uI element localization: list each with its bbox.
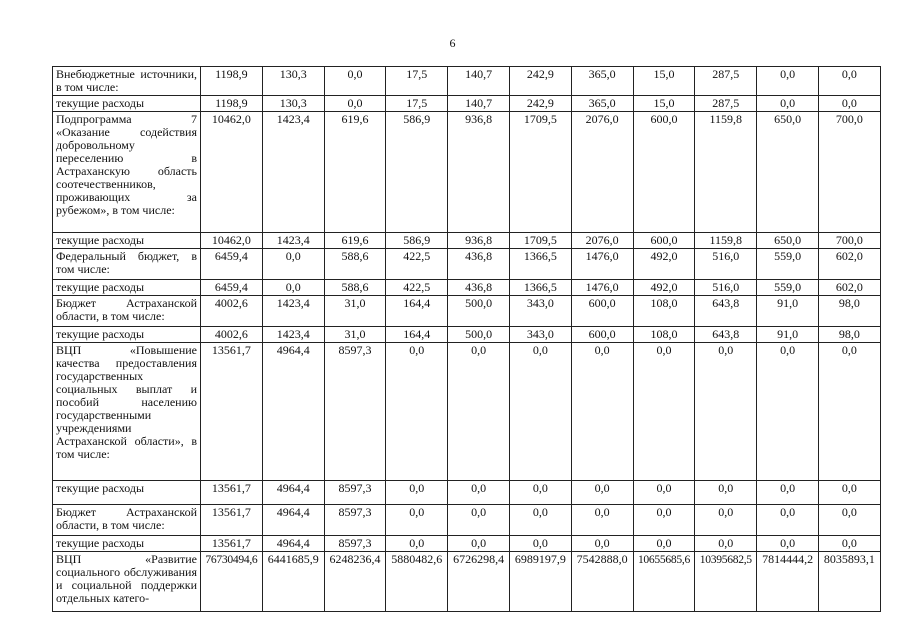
value-cell: 10462,0 — [201, 112, 263, 233]
value-cell: 8597,3 — [324, 505, 386, 536]
value-cell: 0,0 — [386, 505, 448, 536]
value-cell: 436,8 — [448, 280, 510, 296]
value-cell: 643,8 — [695, 296, 757, 327]
value-cell: 0,0 — [324, 96, 386, 112]
value-cell: 10462,0 — [201, 233, 263, 249]
value-cell: 1366,5 — [509, 249, 571, 280]
value-cell: 6441685,9 — [262, 552, 324, 612]
value-cell: 936,8 — [448, 233, 510, 249]
value-cell: 0,0 — [448, 481, 510, 505]
value-cell: 643,8 — [695, 327, 757, 343]
value-cell: 1423,4 — [262, 233, 324, 249]
table-row — [53, 536, 881, 552]
value-cell: 8035893,1 — [818, 552, 880, 612]
row-label: Федеральный бюджет, в том числе: — [53, 249, 201, 280]
value-cell: 1159,8 — [695, 112, 757, 233]
value-cell: 500,0 — [448, 327, 510, 343]
value-cell: 0,0 — [757, 481, 819, 505]
value-cell: 1476,0 — [571, 249, 633, 280]
value-cell: 140,7 — [448, 67, 510, 96]
value-cell: 1709,5 — [509, 233, 571, 249]
value-cell: 287,5 — [695, 96, 757, 112]
row-label: текущие расходы — [53, 536, 201, 552]
row-label: текущие расходы — [53, 481, 201, 505]
value-cell: 5880482,6 — [386, 552, 448, 612]
value-cell: 936,8 — [448, 112, 510, 233]
row-label: ВЦП «Развитие социального обслуживания и социальной поддержки отдельных катего- — [53, 552, 201, 612]
table-row — [53, 233, 881, 249]
value-cell: 0,0 — [324, 67, 386, 96]
value-cell: 0,0 — [633, 343, 695, 481]
value-cell: 422,5 — [386, 280, 448, 296]
value-cell: 365,0 — [571, 96, 633, 112]
value-cell: 108,0 — [633, 327, 695, 343]
value-cell: 13561,7 — [201, 481, 263, 505]
value-cell: 559,0 — [757, 249, 819, 280]
row-label: текущие расходы — [53, 327, 201, 343]
value-cell: 0,0 — [509, 481, 571, 505]
value-cell: 8597,3 — [324, 481, 386, 505]
value-cell: 0,0 — [448, 343, 510, 481]
value-cell: 0,0 — [633, 536, 695, 552]
table-row — [53, 96, 881, 112]
value-cell: 7542888,0 — [571, 552, 633, 612]
value-cell: 4964,4 — [262, 536, 324, 552]
value-cell: 650,0 — [757, 233, 819, 249]
value-cell: 17,5 — [386, 67, 448, 96]
value-cell: 10395682,5 — [695, 552, 757, 612]
table-row — [53, 296, 881, 327]
value-cell: 1423,4 — [262, 112, 324, 233]
value-cell: 516,0 — [695, 280, 757, 296]
table-row — [53, 249, 881, 280]
value-cell: 0,0 — [757, 343, 819, 481]
value-cell: 98,0 — [818, 296, 880, 327]
value-cell: 0,0 — [509, 536, 571, 552]
value-cell: 287,5 — [695, 67, 757, 96]
value-cell: 6459,4 — [201, 280, 263, 296]
row-label: текущие расходы — [53, 96, 201, 112]
value-cell: 0,0 — [695, 536, 757, 552]
value-cell: 0,0 — [818, 96, 880, 112]
value-cell: 0,0 — [386, 343, 448, 481]
value-cell: 6726298,4 — [448, 552, 510, 612]
value-cell: 4964,4 — [262, 481, 324, 505]
value-cell: 1423,4 — [262, 327, 324, 343]
value-cell: 600,0 — [571, 296, 633, 327]
value-cell: 619,6 — [324, 233, 386, 249]
value-cell: 6248236,4 — [324, 552, 386, 612]
value-cell: 15,0 — [633, 96, 695, 112]
value-cell: 91,0 — [757, 327, 819, 343]
value-cell: 15,0 — [633, 67, 695, 96]
value-cell: 4002,6 — [201, 327, 263, 343]
value-cell: 31,0 — [324, 327, 386, 343]
value-cell: 600,0 — [571, 327, 633, 343]
value-cell: 0,0 — [695, 481, 757, 505]
row-label: текущие расходы — [53, 233, 201, 249]
row-label: Внебюджетные источники, в том числе: — [53, 67, 201, 96]
value-cell: 242,9 — [509, 96, 571, 112]
value-cell: 0,0 — [757, 67, 819, 96]
table-row — [53, 343, 881, 481]
value-cell: 700,0 — [818, 233, 880, 249]
value-cell: 0,0 — [818, 536, 880, 552]
value-cell: 700,0 — [818, 112, 880, 233]
table-row — [53, 505, 881, 536]
value-cell: 1198,9 — [201, 96, 263, 112]
row-label: Бюджет Астраханской области, в том числе: — [53, 296, 201, 327]
table-row — [53, 552, 881, 612]
value-cell: 0,0 — [695, 505, 757, 536]
value-cell: 516,0 — [695, 249, 757, 280]
value-cell: 1476,0 — [571, 280, 633, 296]
value-cell: 4002,6 — [201, 296, 263, 327]
value-cell: 602,0 — [818, 280, 880, 296]
value-cell: 1159,8 — [695, 233, 757, 249]
value-cell: 0,0 — [448, 536, 510, 552]
value-cell: 0,0 — [571, 343, 633, 481]
value-cell: 365,0 — [571, 67, 633, 96]
value-cell: 164,4 — [386, 296, 448, 327]
value-cell: 422,5 — [386, 249, 448, 280]
value-cell: 8597,3 — [324, 536, 386, 552]
page-number: 6 — [449, 36, 456, 50]
value-cell: 0,0 — [262, 249, 324, 280]
value-cell: 0,0 — [262, 280, 324, 296]
value-cell: 164,4 — [386, 327, 448, 343]
value-cell: 98,0 — [818, 327, 880, 343]
value-cell: 76730494,6 — [201, 552, 263, 612]
value-cell: 1423,4 — [262, 296, 324, 327]
table-row — [53, 327, 881, 343]
value-cell: 0,0 — [509, 505, 571, 536]
value-cell: 0,0 — [818, 67, 880, 96]
value-cell: 0,0 — [818, 505, 880, 536]
value-cell: 4964,4 — [262, 343, 324, 481]
value-cell: 1198,9 — [201, 67, 263, 96]
value-cell: 13561,7 — [201, 343, 263, 481]
value-cell: 600,0 — [633, 233, 695, 249]
value-cell: 1709,5 — [509, 112, 571, 233]
row-label: ВЦП «Повышение качества предоставления государственных социальных выплат и пособий населению государственными учреждениями Астраханской области», в том числе: — [53, 343, 201, 481]
value-cell: 0,0 — [633, 505, 695, 536]
value-cell: 619,6 — [324, 112, 386, 233]
value-cell: 0,0 — [633, 481, 695, 505]
value-cell: 140,7 — [448, 96, 510, 112]
value-cell: 0,0 — [571, 536, 633, 552]
value-cell: 91,0 — [757, 296, 819, 327]
value-cell: 0,0 — [571, 481, 633, 505]
value-cell: 0,0 — [509, 343, 571, 481]
value-cell: 500,0 — [448, 296, 510, 327]
value-cell: 0,0 — [571, 505, 633, 536]
value-cell: 2076,0 — [571, 112, 633, 233]
value-cell: 13561,7 — [201, 536, 263, 552]
value-cell: 6989197,9 — [509, 552, 571, 612]
value-cell: 13561,7 — [201, 505, 263, 536]
value-cell: 2076,0 — [571, 233, 633, 249]
value-cell: 0,0 — [757, 96, 819, 112]
value-cell: 650,0 — [757, 112, 819, 233]
budget-table — [52, 66, 881, 612]
value-cell: 10655685,6 — [633, 552, 695, 612]
value-cell: 0,0 — [695, 343, 757, 481]
table-row — [53, 67, 881, 96]
value-cell: 0,0 — [386, 536, 448, 552]
row-label: текущие расходы — [53, 280, 201, 296]
value-cell: 0,0 — [757, 536, 819, 552]
value-cell: 1366,5 — [509, 280, 571, 296]
value-cell: 130,3 — [262, 96, 324, 112]
value-cell: 492,0 — [633, 249, 695, 280]
value-cell: 0,0 — [448, 505, 510, 536]
value-cell: 7814444,2 — [757, 552, 819, 612]
value-cell: 6459,4 — [201, 249, 263, 280]
row-label: Подпрограмма 7 «Оказание содействия добровольному переселению в Астраханскую область соотечественников, проживающих за рубежом», в том числе: — [53, 112, 201, 233]
value-cell: 242,9 — [509, 67, 571, 96]
value-cell: 130,3 — [262, 67, 324, 96]
value-cell: 4964,4 — [262, 505, 324, 536]
value-cell: 588,6 — [324, 249, 386, 280]
value-cell: 343,0 — [509, 296, 571, 327]
value-cell: 343,0 — [509, 327, 571, 343]
value-cell: 0,0 — [757, 505, 819, 536]
value-cell: 559,0 — [757, 280, 819, 296]
value-cell: 108,0 — [633, 296, 695, 327]
value-cell: 0,0 — [818, 481, 880, 505]
value-cell: 436,8 — [448, 249, 510, 280]
value-cell: 586,9 — [386, 112, 448, 233]
row-label: Бюджет Астраханской области, в том числе: — [53, 505, 201, 536]
value-cell: 17,5 — [386, 96, 448, 112]
value-cell: 586,9 — [386, 233, 448, 249]
table-row — [53, 112, 881, 233]
value-cell: 0,0 — [386, 481, 448, 505]
value-cell: 588,6 — [324, 280, 386, 296]
value-cell: 602,0 — [818, 249, 880, 280]
value-cell: 0,0 — [818, 343, 880, 481]
table-row — [53, 481, 881, 505]
value-cell: 492,0 — [633, 280, 695, 296]
table-row — [53, 280, 881, 296]
value-cell: 600,0 — [633, 112, 695, 233]
value-cell: 8597,3 — [324, 343, 386, 481]
value-cell: 31,0 — [324, 296, 386, 327]
